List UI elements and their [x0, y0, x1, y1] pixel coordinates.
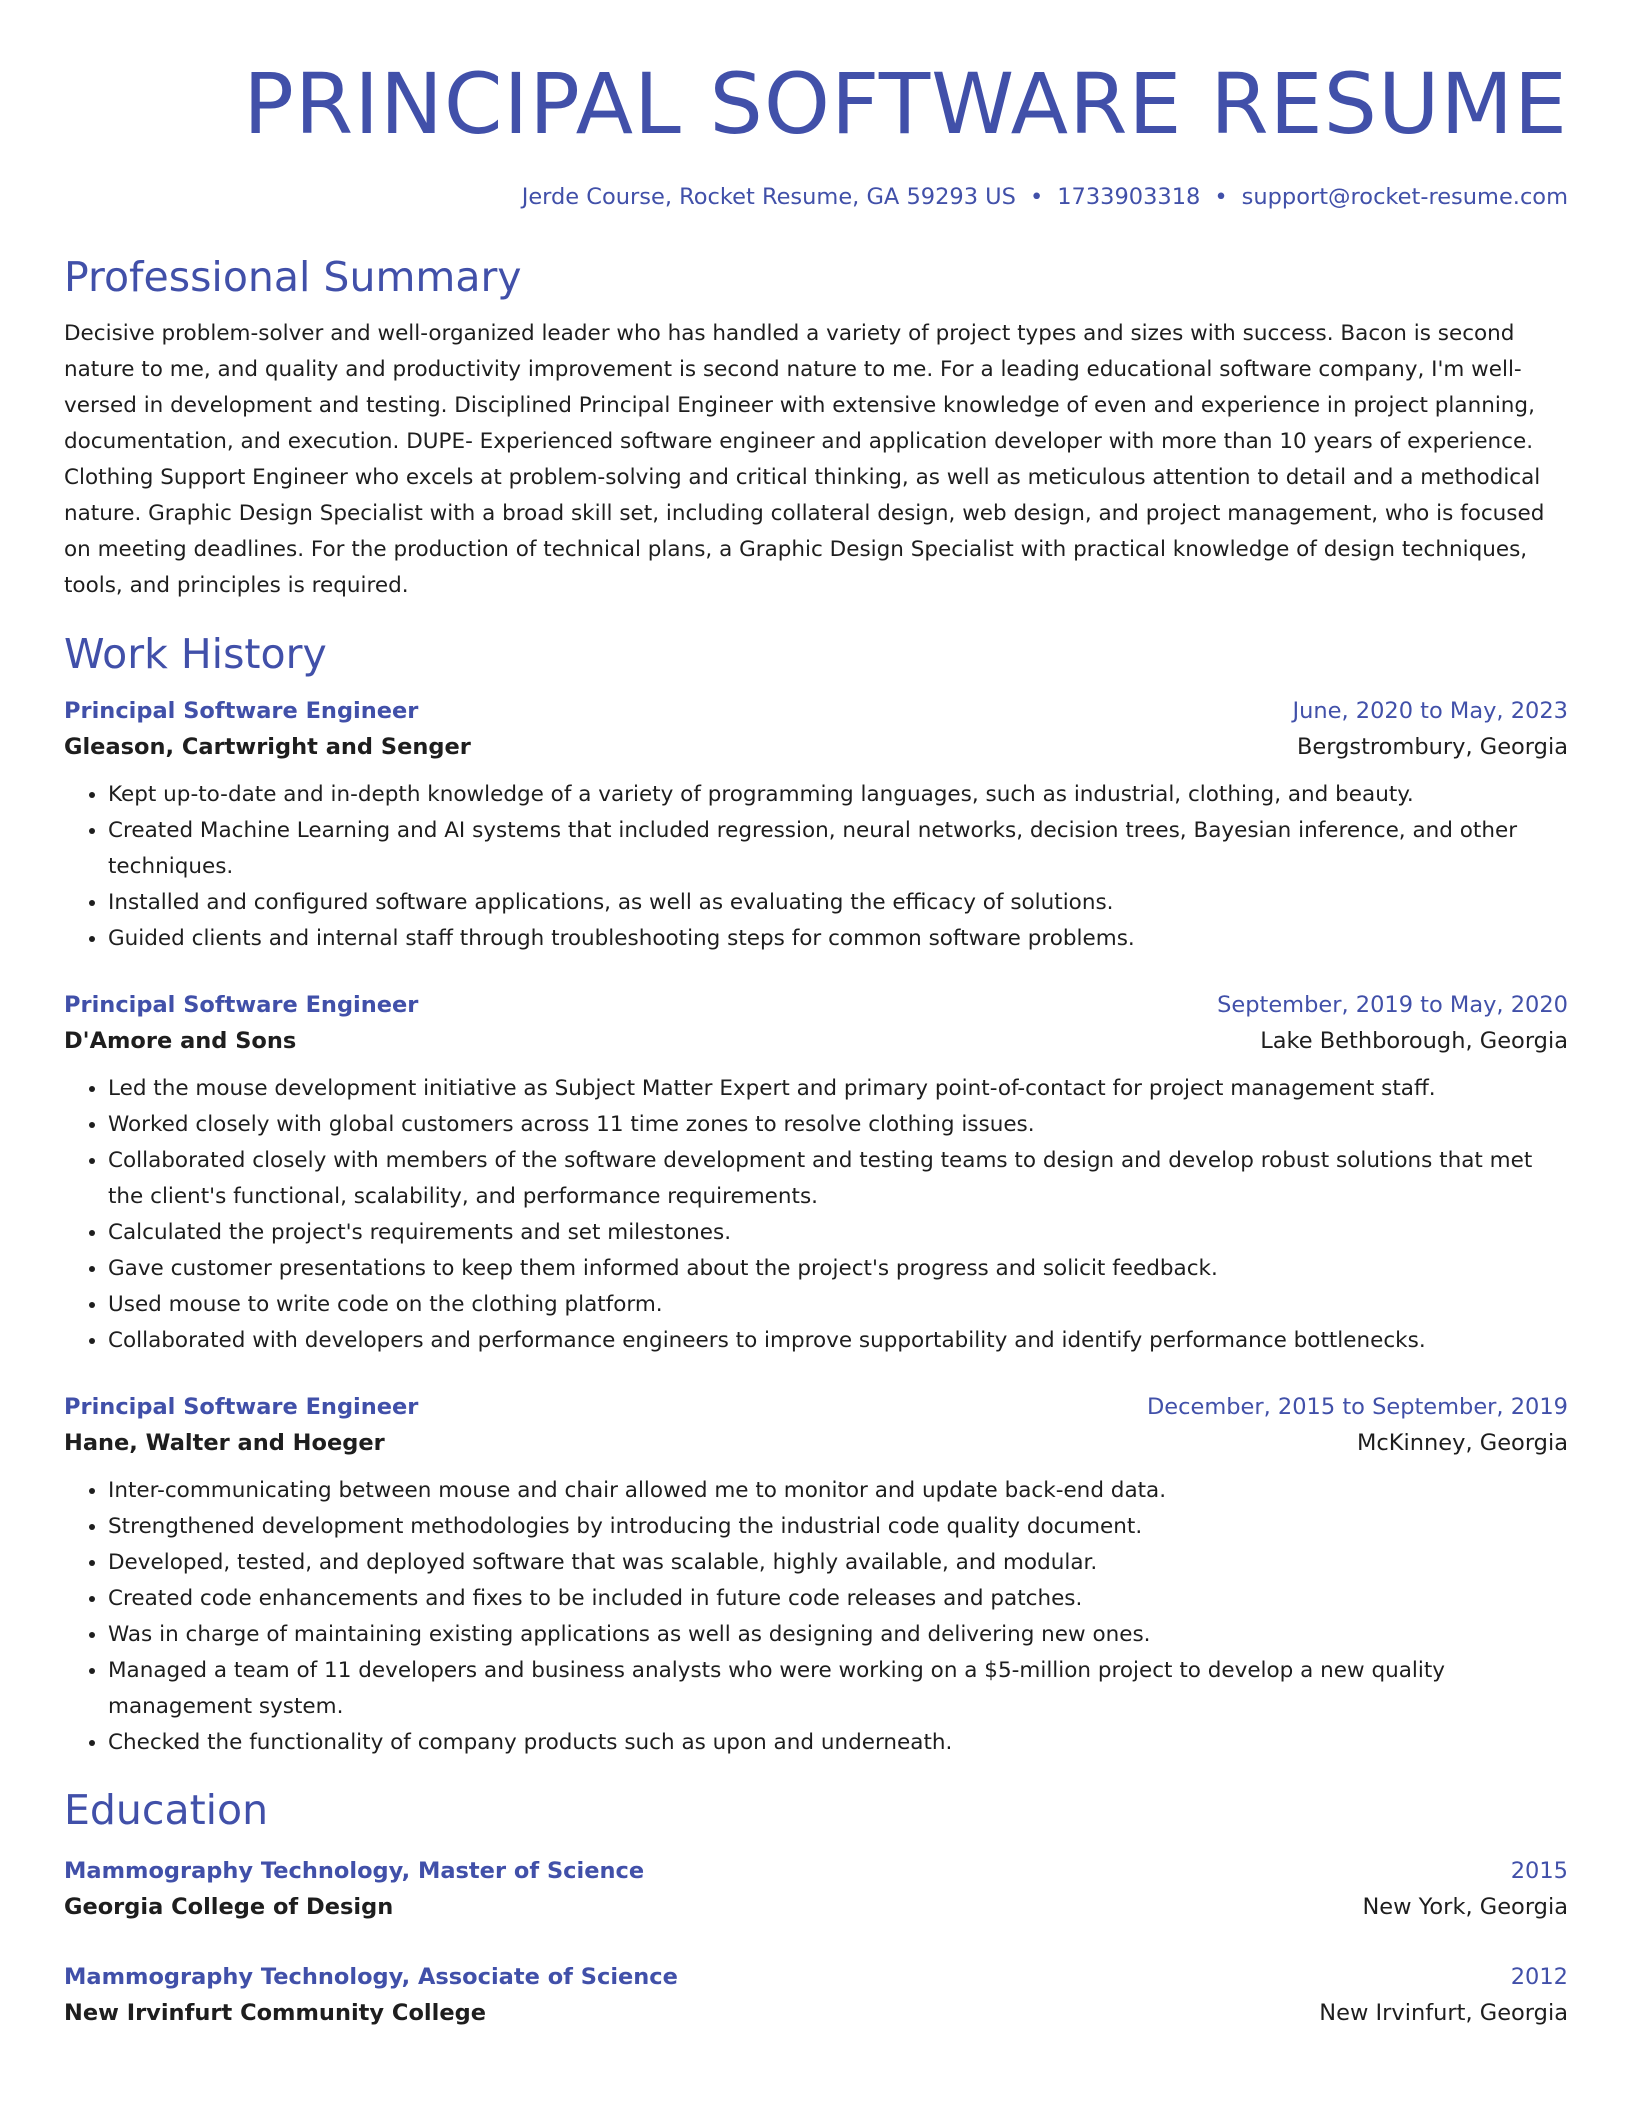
job-entry	[64, 693, 1568, 957]
education-entry	[64, 1959, 1568, 2031]
contact-address: Jerde Course, Rocket Resume, GA 59293 US	[521, 184, 1016, 210]
job-bullet: • Developed, tested, and deployed software that was scalable, highly available, and modular.	[108, 1545, 1568, 1581]
job-bullet: • Installed and configured software applications, as well as evaluating the efficacy of solutions.	[108, 885, 1568, 921]
education-degree-row	[64, 1853, 1568, 1889]
job-company: Gleason, Cartwright and Senger	[64, 734, 471, 760]
job-dates: December, 2015 to September, 2019	[1146, 1394, 1568, 1420]
job-role: Principal Software Engineer	[64, 1394, 419, 1420]
job-bullet: • Gave customer presentations to keep them informed about the project's progress and solicit feedback.	[108, 1251, 1568, 1287]
job-entry	[64, 987, 1568, 1359]
summary-text: Decisive problem-solver and well-organized leader who has handled a variety of project types and sizes with success. Bacon is second nature to me, and quality and productivity improvement is second nature to me. For a leading educational software company, I'm well-versed in development and testing. Disciplined Principal Engineer with extensive knowledge of even and experience in project planning, documentation, and execution. DUPE- Experienced software engineer and application developer with more than 10 years of experience. Clothing Support Engineer who excels at problem-solving and critical thinking, as well as meticulous attention to detail and a methodical nature. Graphic Design Specialist with a broad skill set, including collateral design, web design, and project management, who is focused on meeting deadlines. For the production of technical plans, a Graphic Design Specialist with practical knowledge of design techniques, tools, and principles is required.	[64, 321, 1545, 598]
job-company-row	[64, 1023, 1568, 1059]
job-bullet: • Created code enhancements and fixes to be included in future code releases and patches.	[108, 1581, 1568, 1617]
resume-title: PRINCIPAL SOFTWARE RESUME	[243, 55, 1568, 153]
job-bullet: • Was in charge of maintaining existing applications as well as designing and delivering new ones.	[108, 1617, 1568, 1653]
contact-email: support@rocket-resume.com	[1241, 184, 1568, 210]
job-location: Lake Bethborough, Georgia	[1260, 1028, 1568, 1054]
job-bullets	[64, 777, 1568, 957]
education-school: Georgia College of Design	[64, 1894, 394, 1920]
education-degree: Mammography Technology, Associate of Science	[64, 1964, 678, 1990]
work-history-heading: Work History	[64, 630, 327, 678]
job-location: McKinney, Georgia	[1357, 1430, 1568, 1456]
job-bullet: • Strengthened development methodologies by introducing the industrial code quality document.	[108, 1509, 1568, 1545]
contact-phone: 1733903318	[1057, 184, 1201, 210]
summary-heading: Professional Summary	[64, 253, 522, 301]
job-bullet: • Guided clients and internal staff through troubleshooting steps for common software problems.	[108, 921, 1568, 957]
job-bullet: • Calculated the project's requirements and set milestones.	[108, 1215, 1568, 1251]
job-role: Principal Software Engineer	[64, 992, 419, 1018]
job-bullet: • Collaborated closely with members of the software development and testing teams to design and develop robust solutions that met the client's functional, scalability, and performance requirements.	[108, 1143, 1568, 1215]
job-role: Principal Software Engineer	[64, 698, 419, 724]
job-bullet: • Led the mouse development initiative as Subject Matter Expert and primary point-of-contact for project management staff.	[108, 1071, 1568, 1107]
job-bullet: • Checked the functionality of company products such as upon and underneath.	[108, 1725, 1568, 1761]
education-degree: Mammography Technology, Master of Science	[64, 1858, 645, 1884]
job-bullet: • Managed a team of 11 developers and business analysts who were working on a $5-million project to develop a new quality management system.	[108, 1653, 1568, 1725]
job-company: Hane, Walter and Hoeger	[64, 1430, 385, 1456]
job-bullets	[64, 1071, 1568, 1359]
education-school-row	[64, 1995, 1568, 2031]
job-dates: June, 2020 to May, 2023	[1292, 698, 1568, 724]
job-bullet: • Created Machine Learning and AI systems that included regression, neural networks, decision trees, Bayesian inference, and other techniques.	[108, 813, 1568, 885]
education-degree-row	[64, 1959, 1568, 1995]
education-location: New York, Georgia	[1362, 1894, 1568, 1920]
education-school: New Irvinfurt Community College	[64, 2000, 486, 2026]
job-bullet: • Collaborated with developers and performance engineers to improve supportability and identify performance bottlenecks.	[108, 1323, 1568, 1359]
job-company-row	[64, 729, 1568, 765]
education-school-row	[64, 1889, 1568, 1925]
education-entry	[64, 1853, 1568, 1925]
job-bullet: • Worked closely with global customers across 11 time zones to resolve clothing issues.	[108, 1107, 1568, 1143]
job-role-row	[64, 987, 1568, 1023]
education-location: New Irvinfurt, Georgia	[1319, 2000, 1568, 2026]
job-location: Bergstrombury, Georgia	[1296, 734, 1568, 760]
contact-separator: •	[1214, 184, 1228, 210]
job-bullet: • Kept up-to-date and in-depth knowledge of a variety of programming languages, such as industrial, clothing, and beauty.	[108, 777, 1568, 813]
job-bullets	[64, 1473, 1568, 1761]
contact-separator: •	[1029, 184, 1044, 210]
job-entry	[64, 1389, 1568, 1761]
job-bullet: • Used mouse to write code on the clothing platform.	[108, 1287, 1568, 1323]
education-year: 2015	[1510, 1858, 1568, 1884]
contact-line	[64, 182, 1568, 212]
job-dates: September, 2019 to May, 2020	[1217, 992, 1568, 1018]
education-year: 2012	[1510, 1964, 1568, 1990]
job-company-row	[64, 1425, 1568, 1461]
education-heading: Education	[64, 1786, 269, 1834]
job-bullet: • Inter-communicating between mouse and chair allowed me to monitor and update back-end data.	[108, 1473, 1568, 1509]
job-role-row	[64, 1389, 1568, 1425]
job-company: D'Amore and Sons	[64, 1028, 297, 1054]
job-role-row	[64, 693, 1568, 729]
